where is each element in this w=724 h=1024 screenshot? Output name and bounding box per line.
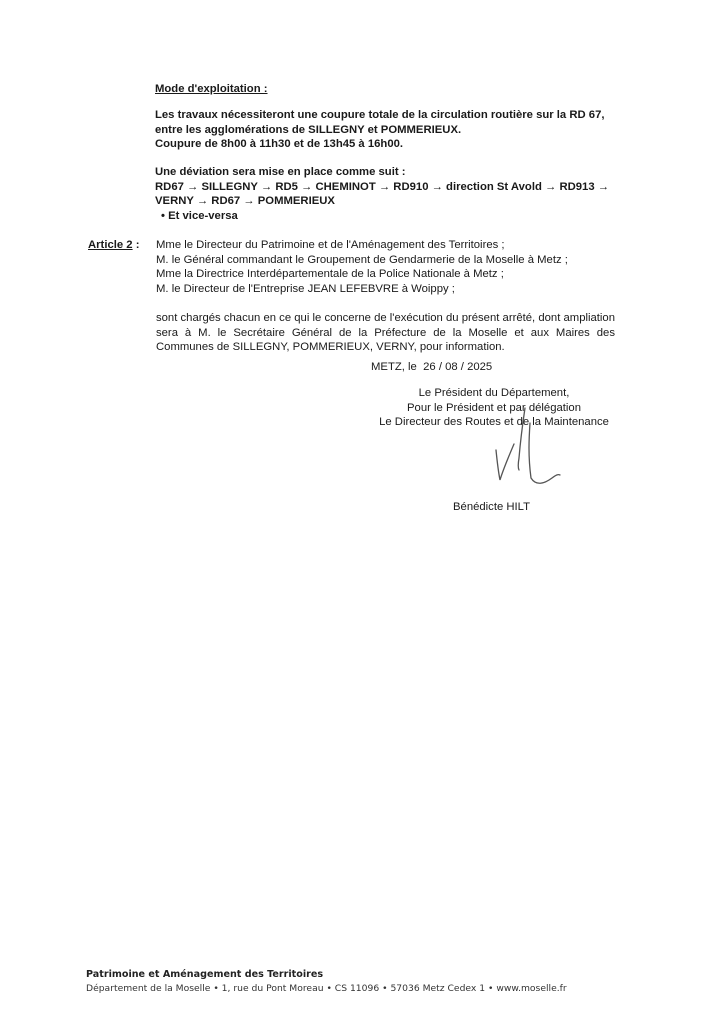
article-recipients [156, 238, 568, 296]
recipient-line-1: Mme le Directeur du Patrimoine et de l'Aménagement des Territoires ; [156, 239, 505, 251]
recipient-line-3: Mme la Directrice Interdépartementale de la Police Nationale à Metz ; [156, 268, 504, 281]
signature-line-1: Le Président du Département, [418, 387, 570, 399]
deviation-route-line-2: VERNY → RD67 → POMMERIEUX [155, 195, 335, 208]
signer-name: Bénédicte HILT [453, 501, 531, 513]
deviation-intro: Une déviation sera mise en place comme suit : [155, 166, 406, 178]
date-line [371, 360, 492, 375]
article-label [88, 238, 140, 253]
charged-paragraph: sont chargés chacun en ce qui le concerne de l'exécution du présent arrêté, dont ampliation sera à M. le Secrétaire Général de la Préfecture de la Moselle et aux Maires des Communes de SILLEGNY, POMMERIEUX, VERNY, pour information. [156, 312, 615, 354]
page-footer [86, 968, 567, 996]
works-line-1: Les travaux nécessiteront une coupure totale de la circulation routière sur la RD 67, [155, 109, 605, 121]
works-line-2: entre les agglomérations de SILLEGNY et POMMERIEUX. [155, 123, 462, 136]
mode-exploitation-heading: Mode d'exploitation : [155, 83, 268, 95]
date-value: 26 / 08 / 2025 [423, 361, 493, 373]
recipient-line-2: M. le Général commandant le Groupement de Gendarmerie de la Moselle à Metz ; [156, 253, 568, 266]
article-number: Article 2 [88, 239, 133, 251]
handwritten-signature [478, 398, 570, 493]
works-line-3: Coupure de 8h00 à 11h30 et de 13h45 à 16h00. [155, 138, 404, 151]
footer-address: Département de la Moselle • 1, rue du Pont Moreau • CS 11096 • 57036 Metz Cedex 1 • www.moselle.fr [86, 983, 567, 994]
signature-line-2: Pour le Président et par délégation [407, 401, 581, 414]
signature-line-3: Le Directeur des Routes et de la Maintenance [379, 416, 609, 429]
recipient-line-4: M. le Directeur de l'Entreprise JEAN LEFEBVRE à Woippy ; [156, 282, 455, 295]
deviation-paragraph [155, 165, 609, 223]
article-colon: : [132, 239, 140, 251]
date-place: METZ, le [371, 361, 417, 373]
deviation-route-line-1: RD67 → SILLEGNY → RD5 → CHEMINOT → RD910 → direction St Avold → RD913 → [155, 180, 610, 193]
footer-title: Patrimoine et Aménagement des Territoires [86, 969, 324, 980]
deviation-vice-versa: • Et vice-versa [161, 209, 238, 222]
works-paragraph [155, 108, 605, 152]
